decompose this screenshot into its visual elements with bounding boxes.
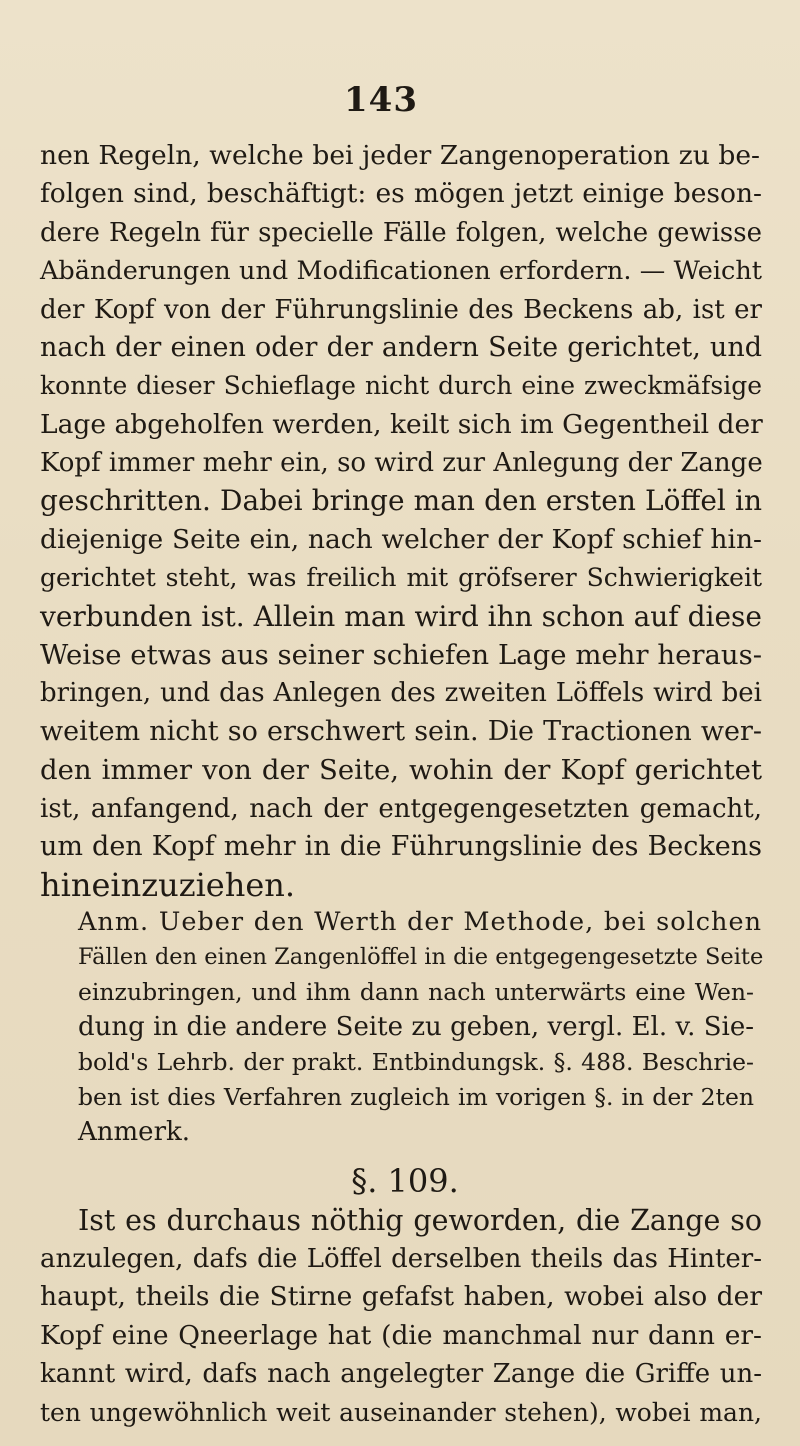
text-line: konnte dieser Schieflage nicht durch eine zweckmäfsige	[40, 371, 762, 401]
text-line: diejenige Seite ein, nach welcher der Kopf schief hin-	[40, 523, 762, 555]
text-line: bringen, und das Anlegen des zweiten Löffels wird bei	[40, 678, 762, 709]
text-line: Kopf eine Qneerlage hat (die manchmal nur dann er-	[40, 1319, 762, 1351]
text-line: ten ungewöhnlich weit auseinander stehen), wobei man,	[40, 1397, 762, 1427]
text-line: geschritten. Dabei bringe man den ersten Löffel in	[40, 484, 762, 518]
text-line: gerichtet steht, was freilich mit gröfserer Schwierigkeit	[40, 563, 762, 593]
annotation-line: Fällen den einen Zangenlöffel in die entgegengesetzte Seite	[78, 944, 764, 971]
text-line: ist, anfangend, nach der entgegengesetzten gemacht,	[40, 793, 762, 824]
text-line: nen Regeln, welche bei jeder Zangenoperation zu be-	[40, 140, 760, 171]
text-line: kannt wird, dafs nach angelegter Zange die Griffe un-	[40, 1359, 762, 1390]
text-line: verbunden ist. Allein man wird ihn schon auf diese	[40, 599, 762, 633]
text-line: nach der einen oder der andern Seite gerichtet, und	[40, 331, 762, 363]
annotation-line: Anm. Ueber den Werth der Methode, bei solchen	[78, 906, 762, 937]
text-line: hineinzuziehen.	[40, 866, 296, 905]
text-line: anzulegen, dafs die Löffel derselben theils das Hinter-	[40, 1244, 762, 1275]
annotation-line: einzubringen, und ihm dann nach unterwärts eine Wen-	[78, 978, 754, 1007]
annotation-line: dung in die andere Seite zu geben, vergl. El. v. Sie-	[78, 1012, 754, 1043]
text-line: Ist es durchaus nöthig geworden, die Zange so	[78, 1203, 762, 1237]
text-line: folgen sind, beschäftigt: es mögen jetzt einige beson-	[40, 178, 762, 210]
text-line: den immer von der Seite, wohin der Kopf gerichtet	[40, 754, 762, 787]
text-line: Lage abgeholfen werden, keilt sich im Gegentheil der	[40, 408, 763, 440]
page-number: 143	[344, 80, 418, 120]
text-line: haupt, theils die Stirne gefafst haben, wobei also der	[40, 1281, 762, 1313]
annotation-line: Anmerk.	[78, 1117, 191, 1148]
text-line: der Kopf von der Führungslinie des Beckens ab, ist er	[40, 294, 762, 325]
text-line: dere Regeln für specielle Fälle folgen, welche gewisse	[40, 217, 762, 248]
text-line: Kopf immer mehr ein, so wird zur Anlegung der Zange	[40, 448, 763, 479]
text-line: Weise etwas aus seiner schiefen Lage mehr heraus-	[40, 638, 762, 671]
text-line: um den Kopf mehr in die Führungslinie des Beckens	[40, 830, 762, 862]
text-line: weitem nicht so erschwert sein. Die Tractionen wer-	[40, 715, 762, 747]
text-line: Abänderungen und Modificationen erfordern. — Weicht	[40, 256, 762, 287]
annotation-line: ben ist dies Verfahren zugleich im vorigen §. in der 2ten	[78, 1083, 754, 1112]
section-heading: §. 109.	[351, 1161, 459, 1200]
annotation-line: bold's Lehrb. der prakt. Entbindungsk. §. 488. Beschrie-	[78, 1048, 754, 1077]
